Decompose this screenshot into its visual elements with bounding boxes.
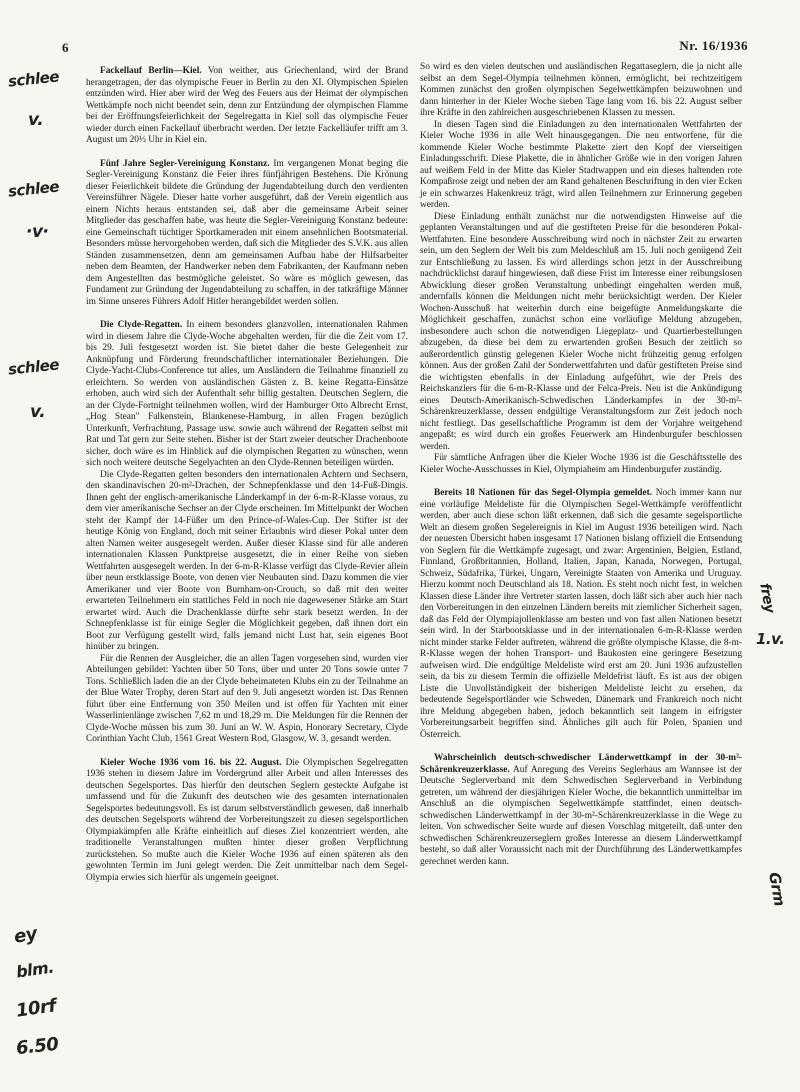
issue-number: Nr. 16/1936 — [679, 38, 748, 53]
article-heading: Bereits 18 Nationen für das Segel-Olympia gemeldet. — [434, 488, 653, 498]
article-heading: Fünf Jahre Segler-Vereinigung Konstanz. — [100, 158, 270, 169]
article-kieler-woche — [86, 758, 408, 885]
article-paragraph: Für sämtliche Anfragen über die Kieler Woche 1936 ist die Geschäftsstelle des Kieler Woche-Ausschusses in Kiel, Olympiaheim am Hindenburgufer zuständig. — [420, 453, 742, 475]
article-text: Im vergangenen Monat beging die Segler-Vereinigung Konstanz die Feier ihres fünfjährigen Bestehens. Die Krönung dieser Feierlichkeit bildete die Gründung der Jugendabteilung durch den verdienten Vereinsführer Nägele. Dieser hatte vorher ausgeführt, daß der Verein eigentlich aus einem Nichts heraus entstanden sei, daß aber die gemeinsame Arbeit seiner Mitglieder das geschaffen habe, was heute die Segler-Vereinigung Konstanz bedeute: eine Gemeinschaft tüchtiger Sportkameraden mit einem ansehnlichen Bootsmaterial. Besonders müsse hervorgehoben werden, daß sich die Mitglieder des S.V.K. aus allen Ständen zusammensetzen, denn am gemeinsamen Aufbau habe der Hilfsarbeiter neben dem Beamten, der Handwerker neben dem Fabrikanten, der Kaufmann neben dem Angestellten das bestmögliche geleistet. So wäre es möglich gewesen, das Fundament zur Gründung der Jugendabteilung zu schaffen, in der tatkräftige Männer im Sinne unseres Führers Adolf Hitler herangebildet werden sollen. — [86, 158, 408, 307]
margin-note: 10rf — [14, 995, 58, 1022]
left-column — [86, 66, 408, 896]
article-paragraph: So wird es den vielen deutschen und ausländischen Regattaseglern, die ja nicht alle selbst an dem Segel-Olympia teilnehmen können, ermöglicht, bei rechtzeitigem Kommen zunächst den großen olympischen Segelwettkämpfen beizuwohnen und dann hinterher in der Kieler Woche sieben Tage lang vom 16. bis 22. August selber ihre Kräfte in den zahlreichen ausgeschriebenen Klassen zu messen. — [420, 62, 742, 118]
article-text: Auf Anregung des Vereins Seglerhaus am Wannsee ist der Deutsche Seglerverband mit dem Schwedischen Seglerverband in Verbindung getreten, um während der diesjährigen Kieler Woche, die bekanntlich unmittelbar im Anschluß an die olympischen Segelwettkämpfe stattfindet, einen deutsch-schwedischen Länderwettkampf in der 30-m²-Schärenkreuzerklasse in die Wege zu leiten. Von schwedischer Seite wurde auf diesen Vorschlag mitgeteilt, daß unter den schwedischen Schärenkreuzerseglern großes Interesse an diesem Länderwettkampf besteht, so daß aller Voraussicht nach mit der Durchführung des Länderwettkampfes gerechnet werden kann. — [420, 764, 742, 867]
article-heading: Fackellauf Berlin—Kiel. — [100, 66, 202, 76]
article-konstanz — [86, 159, 408, 309]
article-paragraph: Die Clyde-Regatten gelten besonders den internationalen Achtern und Sechsern, den skandinavischen 20-m²-Drachen, der Schnepfenklasse und den 14-Fuß-Dingis. Ihnen geht der englisch-amerikanische Länderkampf in der 6-m-R-Klasse voraus, zu dem vier amerikanische Sechser an der Clyde erscheinen. Im Mittelpunkt der Wochen steht der Kampf der 14-Füßer um den Prince-of-Wales-Cup. Der Stifter ist der heutige König von England, doch mit seiner Erlaubnis wird dieser Pokal unter dem alten Namen weiter ausgesegelt werden. Außer dieser Klasse sind für alle anderen internationalen Klassen Punktpreise ausgesetzt, die in einer Reihe von sieben Wettfahrten ausgesegelt werden. In der 6-m-R-Klasse verfügt das Clyde-Revier allein über neun erstklassige Boote, von denen vier Neubauten sind. Dazu kommen die vier Amerikaner und vier Boote von Burnham-on-Crouch, so daß mit den weiter erwarteten Teilnehmern ein stattliches Feld in noch nie dagewesener Stärke am Start erwartet wird. Auch die Drachenklasse dürfte sehr stark besetzt werden. In der Schnepfenklasse ist für einige Segler die Möglichkeit gegeben, daß ihnen dort ein Boot zur Verfügung gestellt wird, falls jemand nicht Lust hat, sein eigenes Boot hinüber zu bringen. — [86, 469, 408, 652]
article-text: Noch immer kann nur eine vorläufige Meldeliste für die Olympischen Segel-Wettkämpfe veröffentlicht werden, aber auch diese schon läßt erkennen, daß sich die gesamte segelsportliche Welt an diesem großen Segelereignis in Kiel im August 1936 beteiligen wird. Nach der neuesten Übersicht haben insgesamt 17 Nationen bislang offiziell die Entsendung von Seglern für die Wettkämpfe zugesagt, und zwar: Argentinien, Belgien, Estland, Finnland, Großbritannien, Holland, Italien, Japan, Kanada, Norwegen, Portugal, Schweiz, Südafrika, Türkei, Ungarn, Vereinigte Staaten von Amerika und Uruguay. Hierzu kommt noch Deutschland als 18. Nation. Es steht noch nicht fest, in welchen Klassen diese Länder ihre Vertreter starten lassen, doch läßt sich aber auch hier nach den Vorbereitungen in den einzelnen Ländern bereits mit ziemlicher Sicherheit sagen, daß das Feld der Olympiajollenklasse am besten und von fast allen Nationen besetzt sein wird. In der Starbootsklasse und in der internationalen 6-m-R-Klasse werden nicht minder starke Felder auftreten, während die größte olympische Klasse, die 8-m-R-Klasse wegen der hohen Transport- und Baukosten eine geringere Besetzung aufweisen wird. Die endgültige Meldeliste wird erst am 20. Juni 1936 aufzustellen sein, da bis zu diesem Termin die offizielle Meldefrist läuft. Es ist aus der obigen Liste die Unvollständigkeit der bisherigen Meldeliste leicht zu ersehen, da bedeutende Segelsportländer wie Schweden, Dänemark und Frankreich noch nicht ihre Meldung abgegeben haben, jedoch bekanntlich seit langem in eifrigster Vorbereitungsarbeit begriffen sind. Ähnliches gilt auch für Polen, Spanien und Österreich. — [420, 488, 742, 740]
margin-note: schlee — [7, 177, 60, 201]
article-text: In einem besonders glanzvollen, internationalen Rahmen wird in diesem Jahre die Clyde-Woche abgehalten werden, für die die Zeit vom 17. bis 29. Juli festgesetzt worden ist. Sie bietet daher die beste Gelegenheit zur Anknüpfung und Förderung freundschaftlicher internationaler Beziehungen. Die Clyde-Yacht-Clubs-Conference tut alles, um Ausländern die Teilnahme finanziell zu erleichtern. So werden von ausländischen Gästen z. B. keine Regatta-Einsätze erhoben, auch wird sich der Aufenthalt sehr billig gestalten. Deutschen Seglern, die an der Clyde-Fortnight teilnehmen wollen, wird der Hamburger Otto Albrecht Ernst, „Hog Stean" Falkenstein, Blankenese-Hamburg, in allen Fragen bezüglich Unterkunft, Verfrachtung, Passage usw. sowie auch während der Regatten selbst mit Rat und Tat gern zur Seite stehen. Bisher ist der Start zweier deutscher Drachenboote sicher, doch wäre es im Hinblick auf die olympischen Regatten zu wünschen, wenn sich noch weitere deutsche Segelyachten an den Clyde-Rennen beteiligen würden. — [86, 320, 408, 468]
margin-note: ey — [12, 923, 39, 948]
article-heading: Die Clyde-Regatten. — [100, 320, 183, 330]
margin-note: 1.v. — [756, 630, 785, 648]
margin-note: Grm — [765, 870, 789, 908]
article-paragraph: In diesen Tagen sind die Einladungen zu den internationalen Wettfahrten der Kieler Woche 1936 in alle Welt hinausgegangen. Die neu entworfene, für die kommende Kieler Woche bestimmte Plakette ziert den Kopf der vierseitigen Einladungsschrift. Diese Plakette, die in ähnlicher Größe wie in den vorigen Jahren auf weißem Feld in der Mitte das Kieler Stadtwappen und ein dieses haltenden rote Kompaßrose zeigt und neben der am Rand gehaltenen Beschriftung in den vier Ecken je ein schwarzes Hakenkreuz trägt, wird allen Teilnehmern zur Erinnerung gegeben werden. — [420, 119, 742, 210]
article-heading: Kieler Woche 1936 vom 16. bis 22. August. — [100, 757, 282, 768]
article-fackellauf — [86, 66, 408, 147]
article-heading: Wahrscheinlich deutsch-schwedischer Länderwettkampf in der 30-m²-Schärenkreuzerklasse. — [420, 753, 742, 775]
margin-note: schlee — [7, 355, 60, 379]
article-laenderwettkampf — [420, 753, 742, 868]
page-number: 6 — [62, 40, 69, 55]
margin-note: v. — [30, 402, 46, 422]
article-text: Die Olympischen Segelregatten 1936 stehen in diesem Jahre im Vordergrund aller Arbeit und allen Interesses des deutschen Segelsportes. Das hierfür den deutschen Seglern gesteckte Aufgabe ist umfassend und für die Zukunft des deutschen wie des gesamten internationalen Segelsportes bedeutungsvoll. Es ist darum selbstverständlich gewesen, daß innerhalb des deutschen Segelsports während der Vorbereitungszeit zu diesen segelsportlichen Olympiakämpfen alle Kräfte einheitlich auf dieses Ziel konzentriert werden, alte traditionelle Veranstaltungen mußten hinter dieser großen Verpflichtung zurückstehen. So mußte auch die Kieler Woche 1936 auf einen späteren als den gewohnten Termin im Juni gelegt werden. Die Zeit unmittelbar nach dem Segel-Olympia erwies sich hierfür als ungemein geeignet. — [86, 757, 408, 883]
article-kieler-woche-cont — [420, 62, 742, 476]
article-paragraph: Für die Rennen der Ausgleicher, die an allen Tagen vorgesehen sind, wurden vier Abteilungen gebildet: Yachten über 50 Tons, über und unter 20 Tons sowie unter 7 Tons. Schließlich laden die an der Clyde beheimateten Klubs ein zu der Teilnahme an der Blue Water Trophy, deren Start auf den 9. Juli angesetzt worden ist. Das Rennen führt über eine Entfernung von 350 Meilen und ist offen für Yachten mit einer Wasserlinienlänge zwischen 7,62 m und 18,29 m. Die Meldungen für die Rennen der Clyde-Woche müssen bis zum 30. Juni an W. W. Aspin, Honorary Secretary, Clyde Corinthian Yacht Club, 1561 Great Western Rod, Glasgow, W. 3, gesandt werden. — [86, 653, 408, 744]
margin-note: frey — [756, 582, 778, 614]
margin-note: schlee — [7, 67, 60, 91]
margin-note: ·v· — [26, 222, 49, 242]
right-column — [420, 62, 742, 880]
margin-note: 6.50 — [15, 1033, 60, 1060]
article-text: Von weither, aus Griechenland, wird der Brand herangetragen, der das olympische Feuer in Berlin zu den XI. Olympischen Spielen entzünden wird. Hier aber wird der Weg des Feuers aus der Heimat der olympischen Wettkämpfe noch nicht beendet sein, denn zur Entzündung der olympischen Flamme bei der Eröffnungsfeierlichkeit der Segelregatta in Kiel soll das olympische Feuer wieder durch einen Fackellauf überbracht werden. Der letzte Fackelläufer trifft am 3. August um 20½ Uhr in Kiel ein. — [86, 66, 408, 145]
article-paragraph: Diese Einladung enthält zunächst nur die notwendigsten Hinweise auf die geplanten Veranstaltungen und auf die gestifteten Preise für die besonderen Pokal-Wettfahrten. Eine besondere Ausschreibung wird noch in nächster Zeit zu erwarten sein, um den Seglern der Welt bis zum Meldeschluß am 15. Juli noch genügend Zeit zur Entschließung zu lassen. Es wird allerdings schon jetzt in der Ausschreibung nachdrücklichst darauf hingewiesen, daß diese Frist im Interesse einer reibungslosen Abwicklung dieser großen Veranstaltung unbedingt eingehalten werden muß, andernfalls können die Meldungen nicht mehr berücksichtigt werden. Der Kieler Wochen-Ausschuß hat weiterhin durch eine beigefügte Anmeldungskarte die Möglichkeit geschaffen, zunächst schon eine vorläufige Meldung abzugeben, insbesondere auch schon die notwendigen Liegeplatz- und Quartierbestellungen abzugeben, da diese bei dem zu erwartenden großen Besuch der zeitlich so außerordentlich günstig gelegenen Kieler Woche nicht frühzeitig genug erfolgen können. Aus der großen Zahl der Sonderwettfahrten und dafür gestifteten Preise sind die wichtigsten ebenfalls in der Einladung aufgeführt, wie der Preis des Reichskanzlers für die 6-m-R-Klasse und der Felca-Preis. Neu ist die Ankündigung eines Deutsch-Amerikanisch-Schwedischen Länderkampfes in der 30-m²-Schärenkreuzerklasse, dessen endgültige Veranstaltungsform zur Zeit jedoch noch nicht festliegt. Das gesellschaftliche Programm ist dem der Vorjahre weitgehend angepaßt; es wird durch ein großes Feuerwerk am Hindenburgufer beschlossen werden. — [420, 211, 742, 452]
margin-note: v. — [28, 110, 44, 130]
margin-note: blm. — [14, 957, 55, 982]
article-18-nationen — [420, 488, 742, 741]
article-clyde — [86, 320, 408, 746]
